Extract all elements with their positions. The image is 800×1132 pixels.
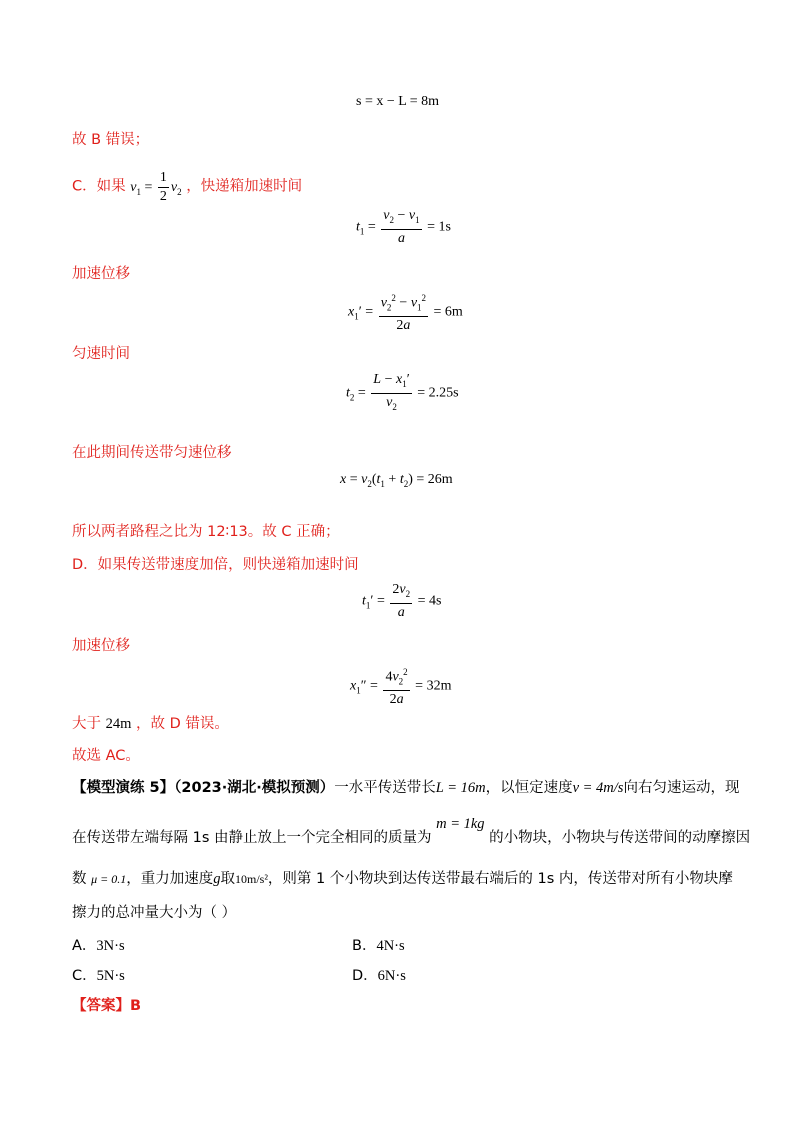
line-ratio: [72, 522, 340, 542]
option-c[interactable]: [72, 964, 125, 985]
option-a-value: 3N·s: [96, 938, 125, 954]
question-p8: 取: [220, 871, 235, 887]
question-mu: μ = 0.1: [91, 872, 127, 886]
equation-x1pp-result: = 32m: [415, 678, 452, 694]
answer-label: 【答案】: [72, 998, 130, 1014]
question-tag: 【模型演练 5】: [72, 780, 175, 796]
option-c-value: 5N·s: [96, 968, 125, 984]
line-greater-value: 24m: [105, 716, 132, 732]
equation-x: $x = v_2(t_1 + t_2) = 26m$: [340, 472, 453, 489]
option-a-label: A．: [72, 938, 97, 954]
equation-x1-result: = 6m: [433, 304, 463, 320]
line-d-text: D．如果传送带速度加倍，则快递箱加速时间: [72, 557, 359, 573]
equation-t1p-result: = 4s: [417, 593, 442, 609]
label-belt-disp-text: 在此期间传送带匀速位移: [72, 445, 232, 461]
equation-x1-double-prime: $x_1''$ = $\frac{4v_2^2}{2a}$ = 32m: [350, 664, 451, 708]
equation-t2: $t_2$ = $\frac{L - x_1'}{v_2}$ = 2.25s: [346, 372, 459, 412]
answer: [72, 996, 141, 1016]
question-p2: ，以恒定速度: [485, 780, 573, 796]
question-line-4: [72, 903, 236, 923]
question-p5: 的小物块，小物块与传送带间的动摩擦因: [489, 830, 751, 846]
label-accel-disp2-text: 加速位移: [72, 638, 130, 654]
label-belt-disp: [72, 443, 232, 463]
label-accel-disp-text: 加速位移: [72, 266, 130, 282]
line-choose: [72, 746, 140, 766]
label-uniform-time: [72, 344, 130, 364]
question-p6: 数: [72, 871, 87, 887]
question-p3: 向右匀速运动，现: [623, 780, 740, 796]
label-uniform-time-text: 匀速时间: [72, 346, 130, 362]
option-d-label: D．: [352, 968, 378, 984]
equation-t1: $t_1$ = $\frac{v_2 - v_1}{a}$ = 1s: [356, 208, 451, 246]
option-d[interactable]: [352, 964, 406, 985]
question-p1: 一水平传送带长: [334, 780, 436, 796]
equation-s-text: s = x − L = 8m: [356, 94, 440, 109]
line-ratio-text: 所以两者路程之比为 12∶13。故 C 正确；: [72, 524, 340, 540]
line-choose-text: 故选 AC。: [72, 748, 140, 764]
equation-v1-half-v2: $v_1$ = $\frac{1}{2}$ $v_2$: [130, 170, 182, 204]
equation-t1-result: = 1s: [427, 219, 451, 235]
line-d: [72, 555, 359, 575]
line-c: [72, 170, 302, 205]
option-a[interactable]: [72, 934, 125, 955]
question-p9: ，则第 1 个小物块到达传送带最右端后的 1s 内，传送带对所有小物块摩: [267, 871, 733, 887]
question-length: L = 16m: [435, 780, 486, 796]
line-greater-prefix: 大于: [72, 716, 101, 732]
line-b-wrong: [72, 130, 149, 150]
equation-s: [356, 94, 439, 110]
equation-t2-result: = 2.25s: [417, 385, 459, 401]
equation-x-result: = 26m: [416, 472, 453, 487]
option-c-label: C．: [72, 968, 97, 984]
label-accel-disp2: [72, 636, 130, 656]
line-b-wrong-text: 故 B 错误；: [72, 132, 150, 148]
equation-t1-prime: $t_1'$ = $\frac{2v_2}{a}$ = 4s: [362, 582, 442, 620]
line-c-suffix: ，快递箱加速时间: [186, 178, 303, 195]
question-speed: v = 4m/s: [572, 780, 624, 796]
question-source: （2023·湖北·模拟预测）: [174, 780, 335, 796]
line-greater: [72, 714, 229, 734]
option-b-value: 4N·s: [376, 938, 405, 954]
question-p7: ，重力加速度: [126, 871, 214, 887]
question-g: g: [213, 871, 221, 887]
equation-x1-prime: $x_1'$ = $\frac{v_2^2 - v_1^2}{2a}$ = 6m: [348, 290, 463, 334]
question-line-1: [72, 778, 739, 798]
question-p4: 在传送带左端每隔 1s 由静止放上一个完全相同的质量为: [72, 830, 432, 846]
option-d-value: 6N·s: [377, 968, 406, 984]
question-mass: m = 1kg: [436, 816, 485, 832]
answer-value: B: [130, 998, 142, 1014]
question-line-2: [72, 816, 751, 848]
question-g-value: 10m/s²: [234, 872, 268, 886]
label-accel-disp: [72, 264, 130, 284]
option-b[interactable]: [352, 934, 405, 955]
question-line-3: [72, 869, 733, 889]
line-c-prefix: C．如果: [72, 178, 126, 195]
question-p10: 擦力的总冲量大小为（ ）: [72, 905, 237, 921]
line-greater-suffix: ，故 D 错误。: [136, 716, 229, 732]
option-b-label: B．: [352, 938, 377, 954]
